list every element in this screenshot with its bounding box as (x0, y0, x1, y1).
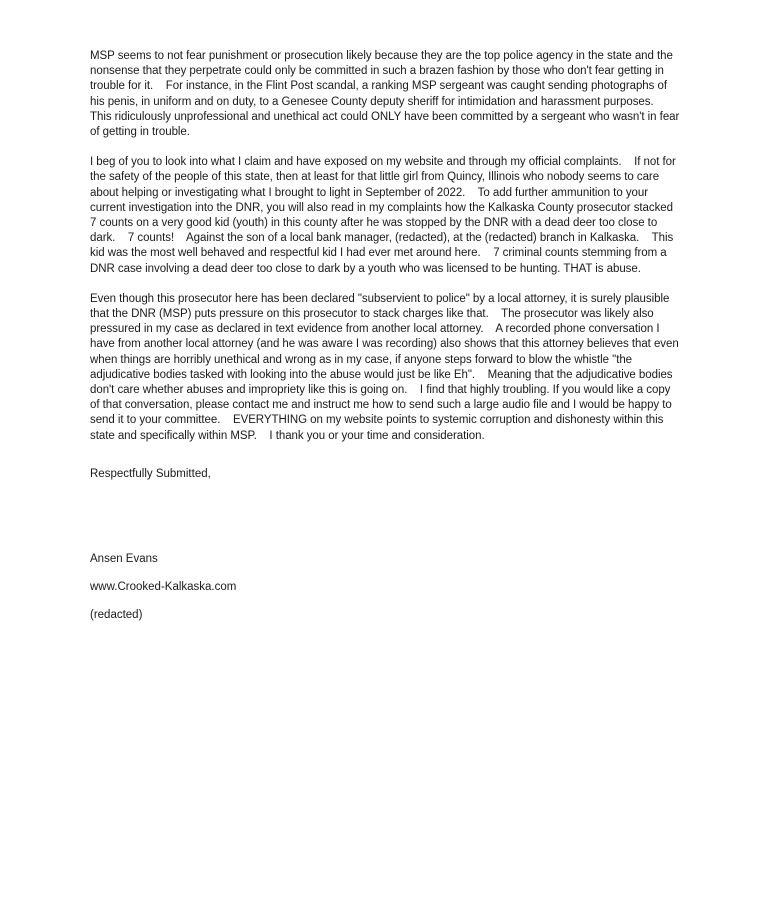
paragraph-plea: I beg of you to look into what I claim and have exposed on my website and through my official complaints. If not for the safety of the people of this state, then at least for that little girl from Quincy, Illinois who nobody seems to care about helping or investigating what I brought to light in September of 2022. To add further ammunition to your current investigation into the DNR, you will also read in my complaints how the Kalkaska County prosecutor stacked 7 counts on a very good kid (youth) in this county after he was stopped by the DNR with a dead deer too close to dark. 7 counts! Against the son of a local bank manager, (redacted), at the (redacted) branch in Kalkaska. This kid was the most well behaved and respectful kid I had ever met around here. 7 criminal counts stemming from a DNR case involving a dead deer too close to dark by a youth who was licensed to be hunting. THAT is abuse. (90, 156, 679, 275)
paragraph-prosecutor: Even though this prosecutor here has been declared "subservient to police" by a local attorney, it is surely plausible that the DNR (MSP) puts pressure on this prosecutor to stack charges like that. The prosecutor was likely also pressured in my case as declared in text evidence from another local attorney. A recorded phone conversation I have from another local attorney (and he was aware I was recording) also shows that this attorney believes that even when things are horribly unethical and wrong as in my case, if anyone steps forward to blow the whistle "the adjudicative bodies tasked with looking into the abuse would just be like Eh". Meaning that the adjudicative bodies don't care whether abuses and impropriety like this is going on. I find that highly troubling. If you would like a copy of that conversation, please contact me and instruct me how to send such a large audio file and I would be happy to send it to your committee. EVERYTHING on my website points to systemic corruption and dishonesty within this state and specifically within MSP. I thank you or your time and consideration. (90, 292, 682, 442)
author-name: Ansen Evans (90, 553, 158, 566)
paragraph-msp-fear: MSP seems to not fear punishment or prosecution likely because they are the top police agency in the state and the nonsense that they perpetrate could only be committed in such a brazen fashion by those who don't fear getting in trouble for it. For instance, in the Flint Post scandal, a ranking MSP sergeant was caught sending photographs of his penis, in uniform and on duty, to a Genesee County deputy sheriff for intimidation and harassment purposes. This ridiculously unprofessional and unethical act could ONLY have been committed by a sergeant who wasn't in fear of getting in trouble. (90, 50, 683, 139)
letter-body (90, 49, 683, 624)
redacted-contact: (redacted) (90, 609, 143, 622)
website-text: www.Crooked-Kalkaska.com (90, 581, 237, 594)
signoff: Respectfully Submitted, (90, 467, 211, 480)
